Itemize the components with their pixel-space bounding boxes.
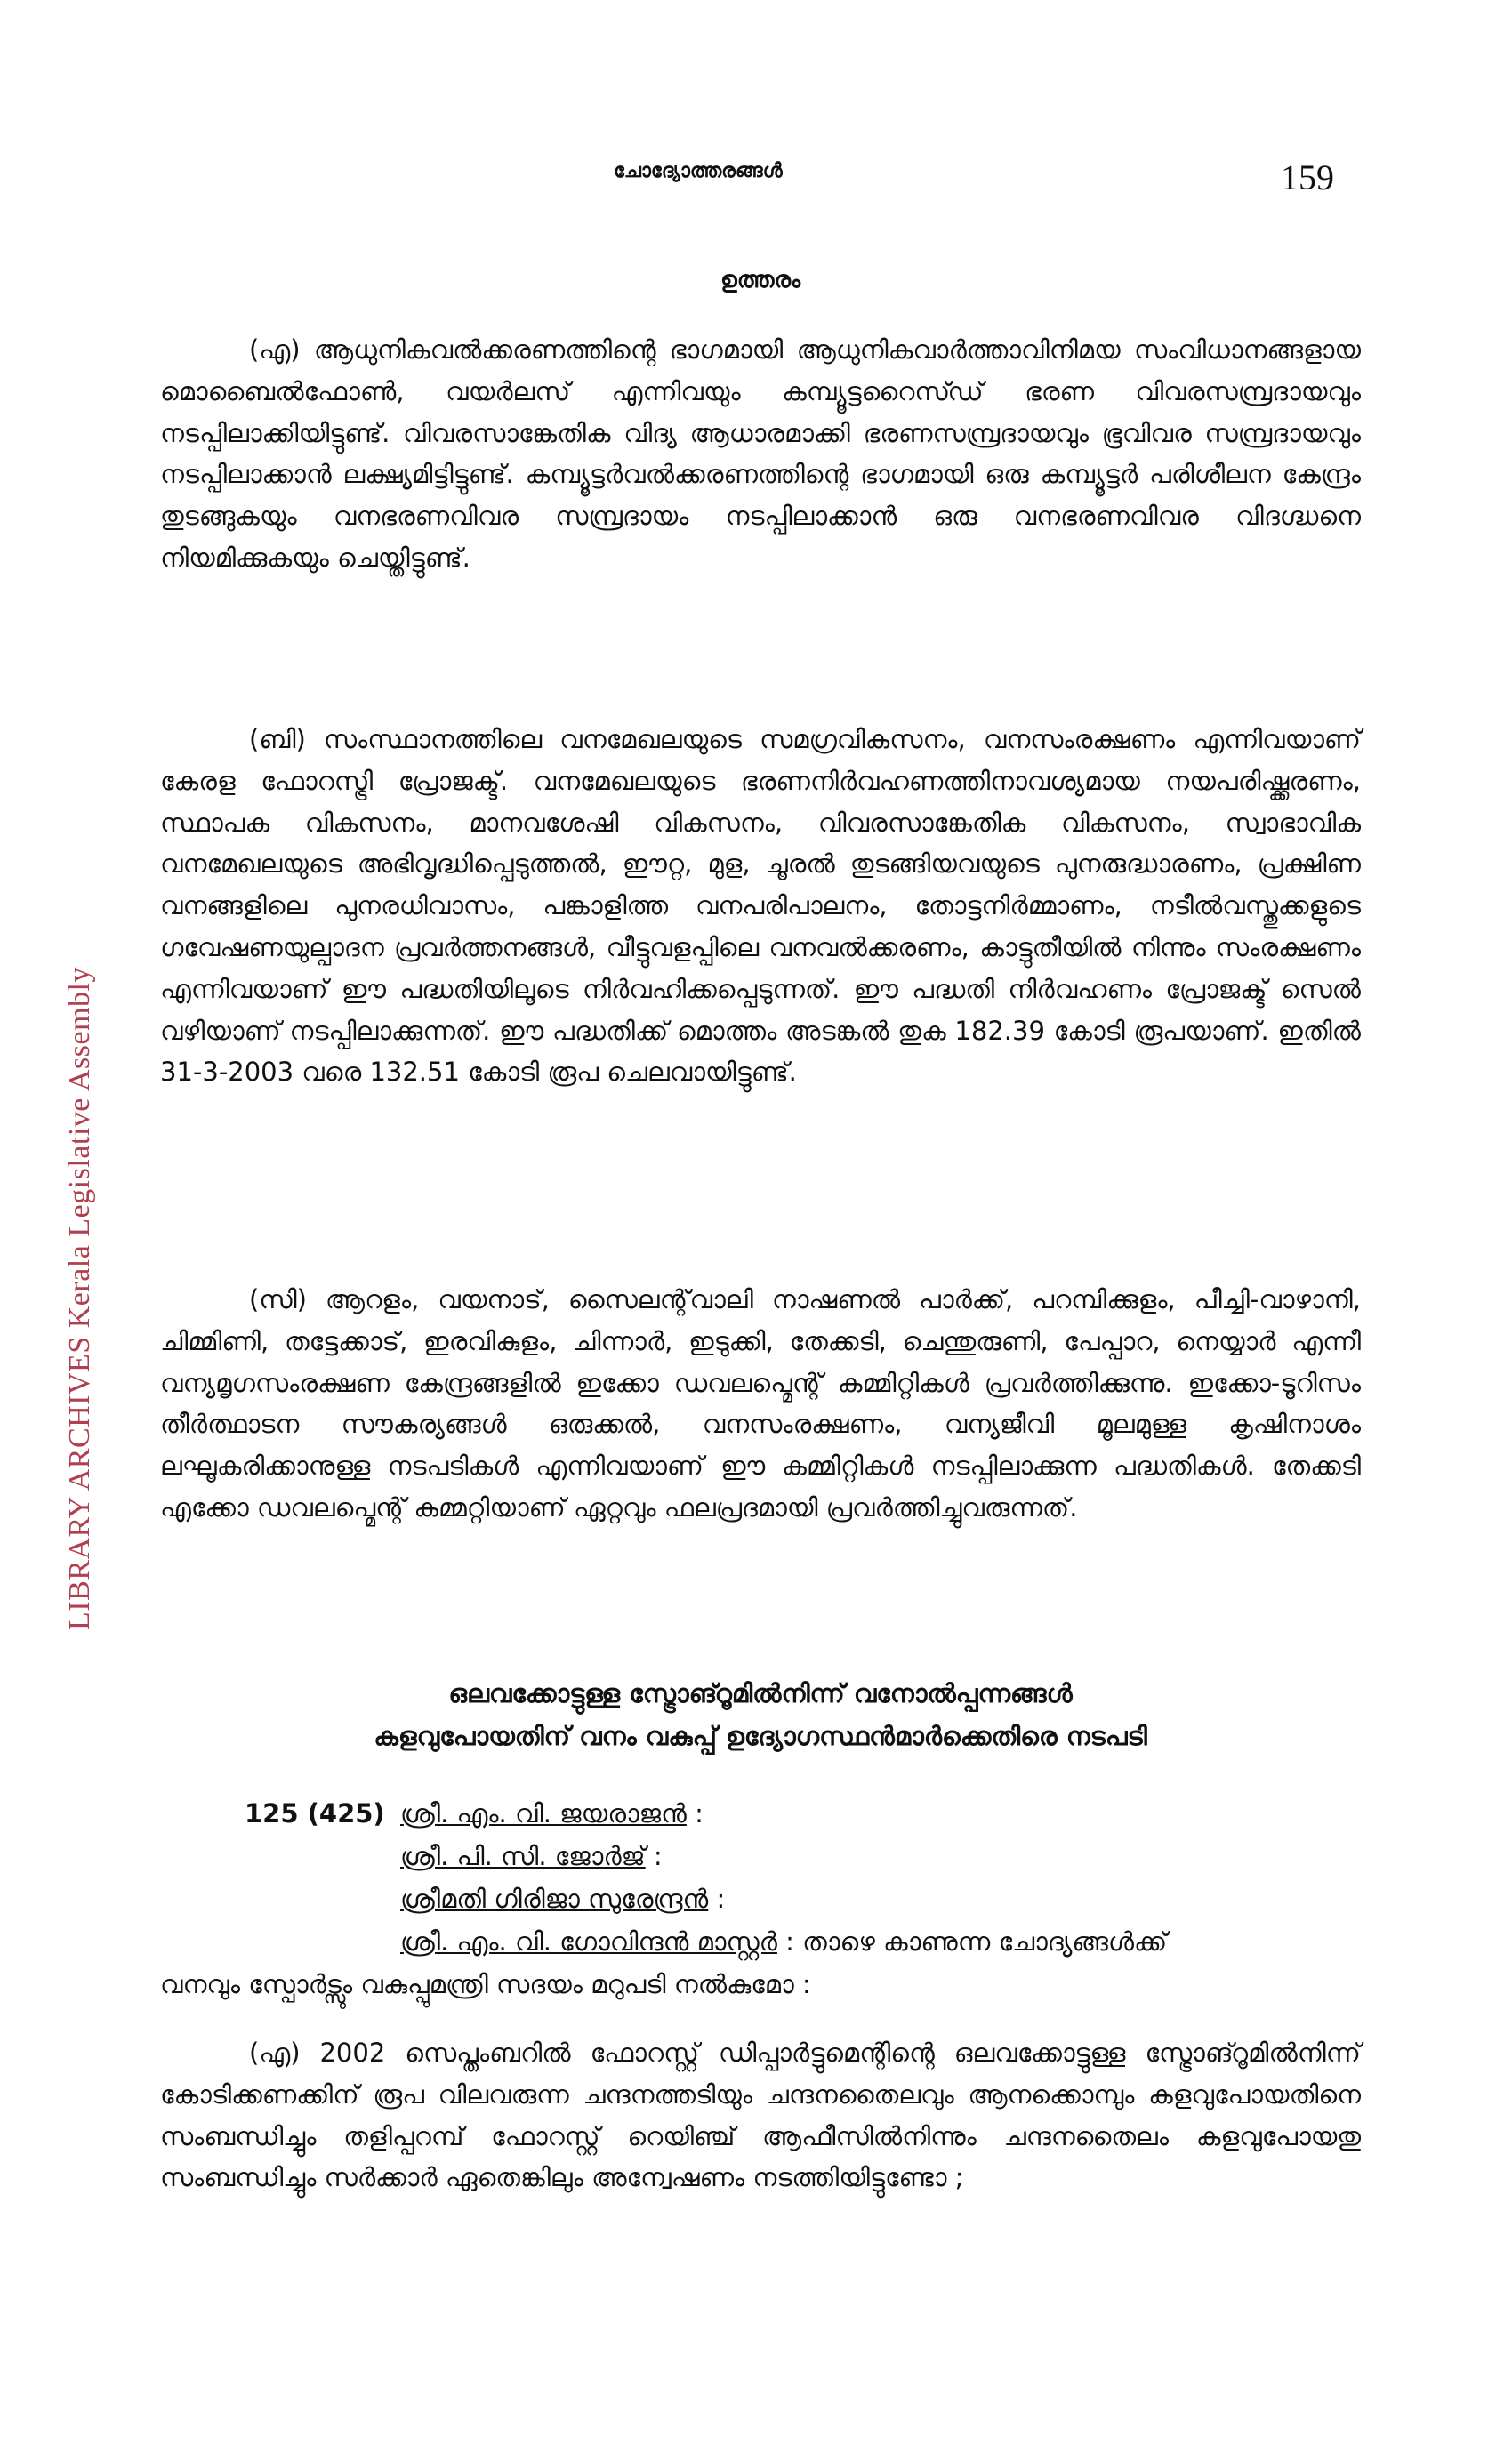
member-row: [245, 1792, 1361, 1835]
page-number: 159: [1281, 157, 1334, 197]
member-suffix: :: [645, 1841, 663, 1871]
running-title: ചോദ്യോത്തരങ്ങൾ: [614, 160, 783, 182]
watermark-text: LIBRARY ARCHIVES Kerala Legislative Assembly: [63, 966, 96, 1631]
member-row: [245, 1835, 1361, 1877]
member-suffix: :: [686, 1798, 704, 1829]
member-suffix: :: [708, 1884, 726, 1914]
member-row: [245, 1877, 1361, 1920]
member-name: ശ്രീ. എം. വി. ഗോവിന്ദൻ മാസ്റ്റർ: [400, 1926, 777, 1957]
question-number: 125 (425): [245, 1798, 385, 1829]
member-name: ശ്രീ. പി. സി. ജോർജ്: [400, 1841, 646, 1871]
question-title-line-2: കളവുപോയതിന് വനം വകുപ്പ് ഉദ്യോഗസ്ഥൻമാർക്കെതിരെ നടപടി: [374, 1721, 1147, 1751]
question-intro-end: വനവും സ്പോർട്സും വകുപ്പുമന്ത്രി സദയം മറുപടി നൽകുമോ :: [160, 1969, 811, 1999]
archive-watermark: [36, 854, 125, 1743]
question-title-line-1: ഒലവക്കോട്ടുള്ള സ്ട്രോങ്റൂമിൽനിന്ന് വനോൽപ്പന്നങ്ങൾ: [448, 1678, 1073, 1708]
answer-heading: ഉത്തരം: [720, 267, 800, 293]
member-row: [245, 1920, 1361, 1963]
member-suffix: : താഴെ കാണുന്ന ചോദ്യങ്ങൾക്ക്: [776, 1926, 1168, 1957]
answer-paragraph-b: (ബി) സംസ്ഥാനത്തിലെ വനമേഖലയുടെ സമഗ്രവികസനം, വനസംരക്ഷണം എന്നിവയാണ് കേരള ഫോറസ്ട്രി പ്രോജക്ട്. വനമേഖലയുടെ ഭരണനിർവഹണത്തിനാവശ്യമായ നയപരിഷ്ക്കരണം, സ്ഥാപക വികസനം, മാനവശേഷി വികസനം, വിവരസാങ്കേതിക വികസനം, സ്വാഭാവിക വനമേഖലയുടെ അഭിവൃദ്ധിപ്പെടുത്തൽ, ഈറ്റ, മുള, ചൂരൽ തുടങ്ങിയവയുടെ പുനരുദ്ധാരണം, പ്രക്ഷിണ വനങ്ങളിലെ പുനരധിവാസം, പങ്കാളിത്ത വനപരിപാലനം, തോട്ടനിർമ്മാണം, നടീൽവസ്തുക്കളുടെ ഗവേഷണയുല്പാദന പ്രവർത്തനങ്ങൾ, വീട്ടുവളപ്പിലെ വനവൽക്കരണം, കാട്ടുതീയിൽ നിന്നും സംരക്ഷണം എന്നിവയാണ് ഈ പദ്ധതിയിലൂടെ നിർവഹിക്കപ്പെടുന്നത്. ഈ പദ്ധതി നിർവഹണം പ്രോജക്ട് സെൽ വഴിയാണ് നടപ്പിലാക്കുന്നത്. ഈ പദ്ധതിക്ക് മൊത്തം അടങ്കൽ തുക 182.39 കോടി രൂപയാണ്. ഇതിൽ 31-3-2003 വരെ 132.51 കോടി രൂപ ചെലവായിട്ടുണ്ട്.: [160, 724, 1361, 1088]
answer-paragraph-a: (എ) ആധുനികവൽക്കരണത്തിന്റെ ഭാഗമായി ആധുനികവാർത്താവിനിമയ സംവിധാനങ്ങളായ മൊബൈൽഫോൺ, വയർലസ് എന്നിവയും കമ്പ്യൂട്ടറൈസ്ഡ് ഭരണ വിവരസമ്പ്രദായവും നടപ്പിലാക്കിയിട്ടുണ്ട്. വിവരസാങ്കേതിക വിദ്യ ആധാരമാക്കി ഭരണസമ്പ്രദായവും ഭൂവിവര സമ്പ്രദായവും നടപ്പിലാക്കാൻ ലക്ഷ്യമിട്ടിട്ടുണ്ട്. കമ്പ്യൂട്ടർവൽക്കരണത്തിന്റെ ഭാഗമായി ഒരു കമ്പ്യൂട്ടർ പരിശീലന കേന്ദ്രം തുടങ്ങുകയും വനഭരണവിവര സമ്പ്രദായം നടപ്പിലാക്കാൻ ഒരു വനഭരണവിവര വിദഗ്ദ്ധനെ നിയമിക്കുകയും ചെയ്തിട്ടുണ്ട്.: [160, 334, 1361, 573]
member-name: ശ്രീമതി ഗിരിജാ സുരേന്ദ്രൻ: [400, 1884, 709, 1914]
question-sub-a: (എ) 2002 സെപ്തംബറിൽ ഫോറസ്റ്റ് ഡിപ്പാർട്ടുമെന്റിന്റെ ഒലവക്കോട്ടുള്ള സ്ട്രോങ്റൂമിൽനിന്ന് കോടിക്കണക്കിന് രൂപ വിലവരുന്ന ചന്ദനത്തടിയും ചന്ദനതൈലവും ആനക്കൊമ്പും കളവുപോയതിനെ സംബന്ധിച്ചും തളിപ്പറമ്പ് ഫോറസ്റ്റ് റെയിഞ്ച് ആഫീസിൽനിന്നും ചന്ദനതൈലം കളവുപോയതു സംബന്ധിച്ചും സർക്കാർ ഏതെങ്കിലും അന്വേഷണം നടത്തിയിട്ടുണ്ടോ ;: [160, 2038, 1361, 2193]
member-name: ശ്രീ. എം. വി. ജയരാജൻ: [400, 1798, 687, 1829]
question-members: [245, 1792, 1361, 1963]
answer-paragraph-c: (സി) ആറളം, വയനാട്, സൈലന്റ്‌വാലി നാഷണൽ പാർക്ക്, പറമ്പിക്കുളം, പീച്ചി-വാഴാനി, ചിമ്മിണി, തട്ടേക്കാട്, ഇരവികുളം, ചിന്നാർ, ഇടുക്കി, തേക്കടി, ചെന്തുരുണി, പേപ്പാറ, നെയ്യാർ എന്നീ വന്യമൃഗസംരക്ഷണ കേന്ദ്രങ്ങളിൽ ഇക്കോ ഡവലപ്മെന്റ് കമ്മിറ്റികൾ പ്രവർത്തിക്കുന്നു. ഇക്കോ-ടൂറിസം തീർത്ഥാടന സൗകര്യങ്ങൾ ഒരുക്കൽ, വനസംരക്ഷണം, വന്യജീവി മൂലമുള്ള കൃഷിനാശം ലഘൂകരിക്കാനുള്ള നടപടികൾ എന്നിവയാണ് ഈ കമ്മിറ്റികൾ നടപ്പിലാക്കുന്ന പദ്ധതികൾ. തേക്കടി എക്കോ ഡവലപ്മെന്റ് കമ്മറ്റിയാണ് ഏറ്റവും ഫലപ്രദമായി പ്രവർത്തിച്ചുവരുന്നത്.: [160, 1284, 1361, 1523]
